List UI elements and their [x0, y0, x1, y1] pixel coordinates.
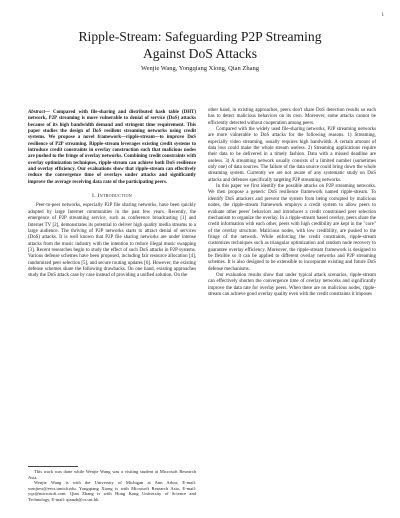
footnote-block	[28, 466, 196, 502]
paper-title	[0, 28, 400, 62]
author-list: Wenjie Wang, Yongqiang Xiong, Qian Zhang	[141, 65, 259, 72]
body-paragraph: Peer-to-peer networks, especially P2P file sharing networks, have been quickly adopted by large Internet communities in the past few years. Recently, the emergence of P2P streaming service, such as conference broadcasting [1] and Internet TV [2], demonstrates its potential to deliver high quality media streams to a large audience. The thriving of P2P networks starts to attract denial of services (DoS) attacks. It is well known that P2P file sharing networks are under intense attacks from the music industry with the intention to reduce illegal music swapping [3]. Recent researches begin to study the effect of such DoS attacks in P2P systems. Various defense schemes have been proposed, including fair resource allocation [4], randomized peer selection [5], and secure routing updates [6]. However, the existing defense schemes share the following drawbacks. On one hand, existing approaches study the DoS attack case by case instead of providing a unified solution. On the	[28, 203, 196, 279]
body-paragraph: Compared with the widely used file-sharing networks, P2P streaming networks are more vulnerable to DoS attacks for the following reasons. 1) Streaming, especially video streaming, usually requires high bandwidth. A certain amount of data loss could make the whole stream useless. 2) Streaming applications require their data to be delivered in a timely fashion. Data with a missed deadline are useless. 3) A streaming network usually consists of a limited number (sometimes only one) of data sources. The failure of the data source could bring down the whole streaming system. Currently we are not aware of any systematic study on DoS attacks and defenses specifically targeting P2P streaming networks.	[208, 127, 376, 183]
abstract	[28, 110, 196, 186]
footnote-affiliations: Wenjie Wang is with the University of Michigan at Ann Arbor, E-mail: wenjiew@eecs.umich.edu. Yongqiang Xiong is with Microsoft Research Asia, E-mail: yqx@microsoft.com. Qian Zhang is with Hong Kong University of Science and Technology, E-mail: qianzh@cs.ust.hk.	[28, 480, 196, 502]
abstract-lead: Abstract	[28, 110, 46, 115]
title-line-2: Against DoS Attacks	[142, 46, 258, 61]
body-paragraph: Our evaluation results show that under typical attack scenarios, ripple-stream can effectively shorten the convergence time of overlay networks and significantly improve the data rate for overlay peers. When there are no malicious nodes, ripple-stream can achieve good overlay quality even with the credit constraints it imposes	[208, 272, 376, 297]
title-line-1: Ripple-Stream: Safeguarding P2P Streaming	[78, 29, 322, 44]
body-paragraph: In this paper we first identify the possible attacks on P2P streaming networks. We then propose a generic DoS resilience framework named ripple-stream. To identify DoS attackers and prevent the system from being corrupted by malicious nodes, the ripple-stream framework employs a credit system to allow peers to evaluate other peers' behaviors and introduces a credit constrained peer selection mechanism to organize the overlay. In a ripple-stream based overlay, peers share the credit information with each other, peers with high credibility are kept in the "core" of the overlay structure. Malicious nodes, with low credibility, are pushed to the fringe of the network. While enforcing the credit constraints, ripple-stream customizes techniques such as triangular optimization and random node recovery to guarantee overlay efficiency. Moreover, the ripple-stream framework is designed to be flexible so it can be applied to different overlay networks and P2P streaming schemes. It is also designed to be extensible to incorporate existing and future DoS defense mechanisms.	[208, 184, 376, 272]
section-numeral: I.	[92, 193, 96, 200]
section-title: Introduction	[97, 193, 132, 200]
footnote-rule	[28, 466, 78, 467]
left-column	[28, 110, 196, 280]
page-number: 1	[381, 13, 384, 18]
footnote-visit: This work was done while Wenjie Wang was a visiting student at Microsoft Research Asia.	[28, 469, 196, 480]
right-column	[208, 108, 376, 298]
body-paragraph: other hand, in existing approaches, peers don't share DoS detection results so each has to detect malicious behaviors on its own. Moreover, some attacks cannot be efficiently detected without cooperation among peers.	[208, 108, 376, 126]
section-heading-introduction	[28, 193, 196, 199]
abstract-text: — Compared with file-sharing and distributed hash table (DHT) network, P2P streaming is more vulnerable to denial of service (DoS) attacks because of its high bandwidth demand and stringent time requirement. This paper studies the design of DoS resilient streaming networks using credit systems. We propose a novel framework—ripple-stream—to improve DoS resilience of P2P streaming. Ripple-stream leverages existing credit systems to introduce credit constraints in overlay construction such that malicious nodes are pushed to the fringe of overlay networks. Combining credit constraints with overlay optimization techniques, ripple-stream can achieve both DoS resilience and overlay efficiency. Our evaluations show that ripple-stream can effectively reduce the convergence time of overlays under attacks and significantly improve the average receiving data rate of the participating peers.	[28, 110, 196, 185]
